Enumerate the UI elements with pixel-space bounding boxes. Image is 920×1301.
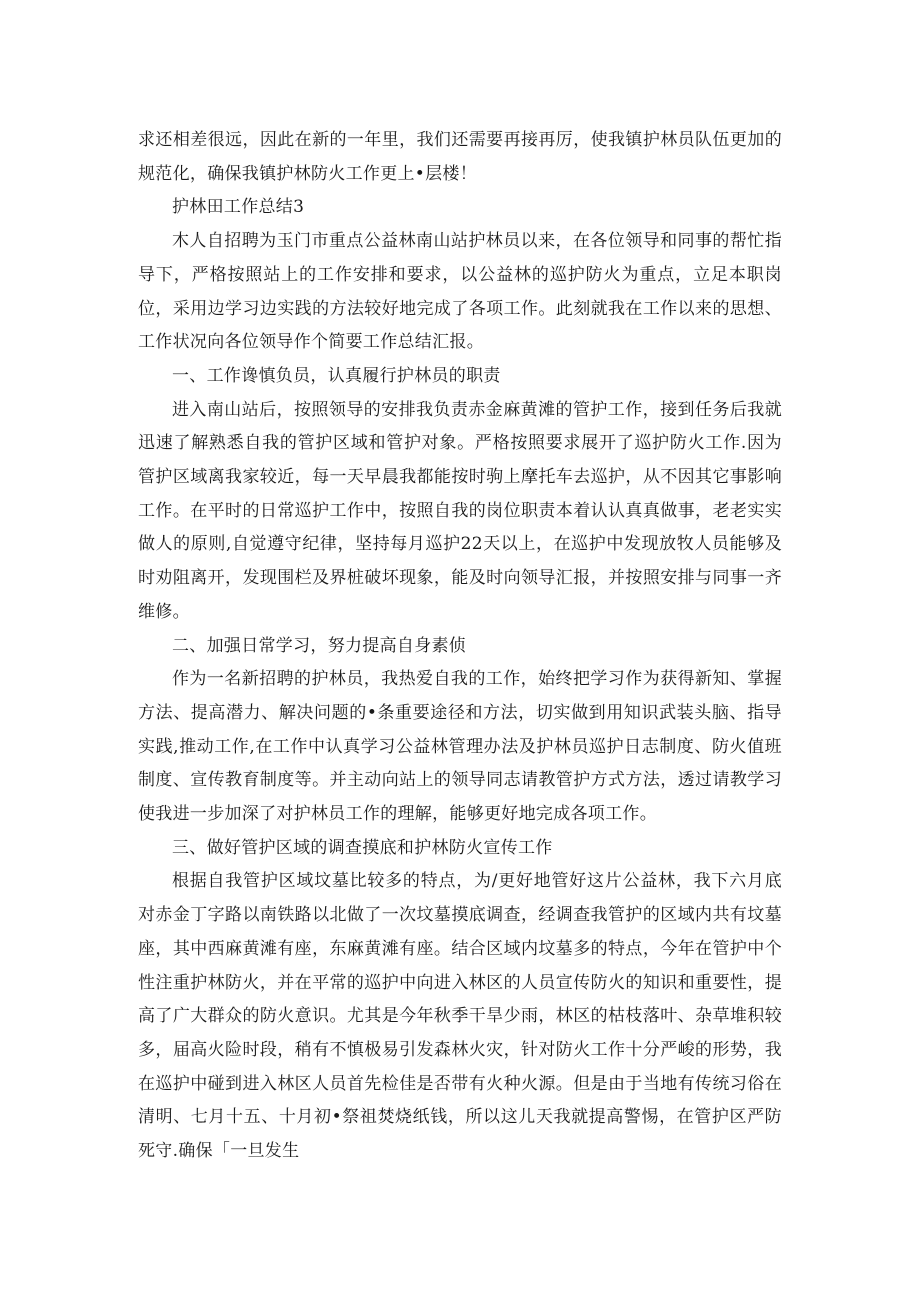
paragraph-study: 作为一名新招聘的护林员，我热爱自我的工作，始终把学习作为获得新知、掌握方法、提高潜力、解决问题的•条重要途径和方法，切实做到用知识武装头脑、指导实践,推动工作,在工作中认真学习公益林管理办法及护林员巡护日志制度、防火值班制度、宣传教育制度等。并主动向站上的领导同志请教管护方式方法，透过请教学习使我进一步加深了对护林员工作的理解，能够更好地完成各项工作。 [138,669,782,825]
paragraph-survey: 根据自我管护区域坟墓比较多的特点，为/更好地管好这片公益林，我下六月底对赤金丁字路以南铁路以北做了一次坟墓摸底调查，经调查我管护的区域内共有坟墓座，其中西麻黄滩有座，东麻黄滩有座。结合区域内坟墓多的特点，今年在管护中个性注重护林防火，并在平常的巡护中向进入林区的人员宣传防火的知识和重要性，提高了广大群众的防火意识。尤其是今年秋季干旱少雨，林区的枯枝落叶、杂草堆积较多，届高火险时段，稍有不慎极易引发森林火灾，针对防火工作十分严峻的形势，我在巡护中碰到进入林区人员首先检佳是否带有火种火源。但是由于当地有传统习俗在清明、七月十五、十月初•祭祖焚烧纸钱，所以这儿天我就提高警惕，在管护区严防死守.确保「一旦发生 [138,871,782,1162]
paragraph-intro: 木人自招聘为玉门市重点公益林南山站护林员以来，在各位领导和同事的帮忙指导下，严格按照站上的工作安排和要求，以公益林的巡护防火为重点，立足本职岗位，采用边学习边实践的方法较好地完成了各项工作。此刻就我在工作以来的思想、工作状况向各位领导作个简要工作总结汇报。 [138,231,782,353]
paragraph-continuation: 求还相差很远，因此在新的一年里，我们还需要再接再厉，使我镇护林员队伍更加的规范化，确保我镇护林防火工作更上•层楼！ [138,130,782,184]
subheading-1: 一、工作谗慎负员，认真履行护林员的职责 [172,365,501,386]
subheading-2: 二、加强日常学习，努力提高自身素侦 [172,635,467,656]
section-title: 护林田工作总结3 [172,197,305,218]
document-body [138,124,782,1169]
paragraph-duties: 进入南山站后，按照领导的安排我负责赤金麻黄滩的管护工作，接到任务后我就迅速了解熟悉自我的管护区域和管护对象。严格按照要求展开了巡护防火工作.因为管护区域离我家较近，每一天早晨我都能按时驹上摩托车去巡护，从不因其它事影响工作。在平时的日常巡护工作中，按照自我的岗位职责本着认认真真做事，老老实实做人的原则,自觉遵守纪律，坚持每月巡护22天以上，在巡护中发现放牧人员能够及时劝阻离开，发现围栏及界桩破坏现象，能及时向领导汇报，并按照安排与同事一齐维修。 [138,399,782,622]
subheading-3: 三、做好管护区域的调查摸底和护林防火宣传工作 [172,837,553,858]
